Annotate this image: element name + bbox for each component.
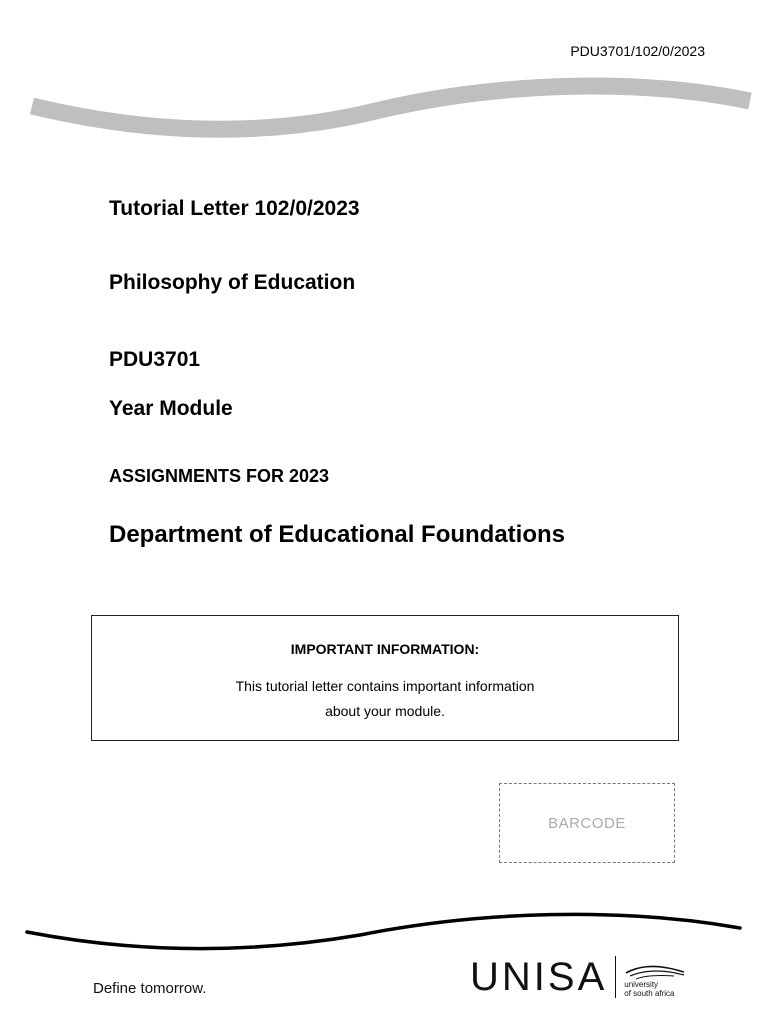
module-type: Year Module — [109, 397, 233, 420]
info-box-line: This tutorial letter contains important information — [235, 678, 535, 694]
barcode-label: BARCODE — [548, 814, 626, 832]
important-information-box — [91, 615, 679, 741]
top-wave-decoration — [0, 60, 768, 150]
assignments-heading: ASSIGNMENTS FOR 2023 — [109, 466, 330, 486]
barcode-placeholder — [499, 783, 675, 863]
unisa-logo — [470, 953, 686, 1001]
subject-title: Philosophy of Education — [109, 271, 356, 294]
department-title: Department of Educational Foundations — [109, 521, 566, 548]
logo-university-text: university — [624, 980, 659, 989]
footer-tagline: Define tomorrow. — [93, 980, 207, 997]
logo-country-text: of south africa — [624, 989, 675, 998]
logo-wordmark: UNISA — [470, 955, 608, 999]
document-code: PDU3701/102/0/2023 — [570, 43, 705, 59]
tutorial-letter-title: Tutorial Letter 102/0/2023 — [109, 197, 360, 220]
module-code: PDU3701 — [109, 348, 201, 371]
logo-swoosh-icon — [624, 964, 686, 980]
info-box-line: about your module. — [325, 703, 445, 719]
logo-text-block — [624, 956, 686, 998]
logo-divider — [615, 956, 616, 998]
info-box-title: IMPORTANT INFORMATION: — [290, 641, 480, 657]
